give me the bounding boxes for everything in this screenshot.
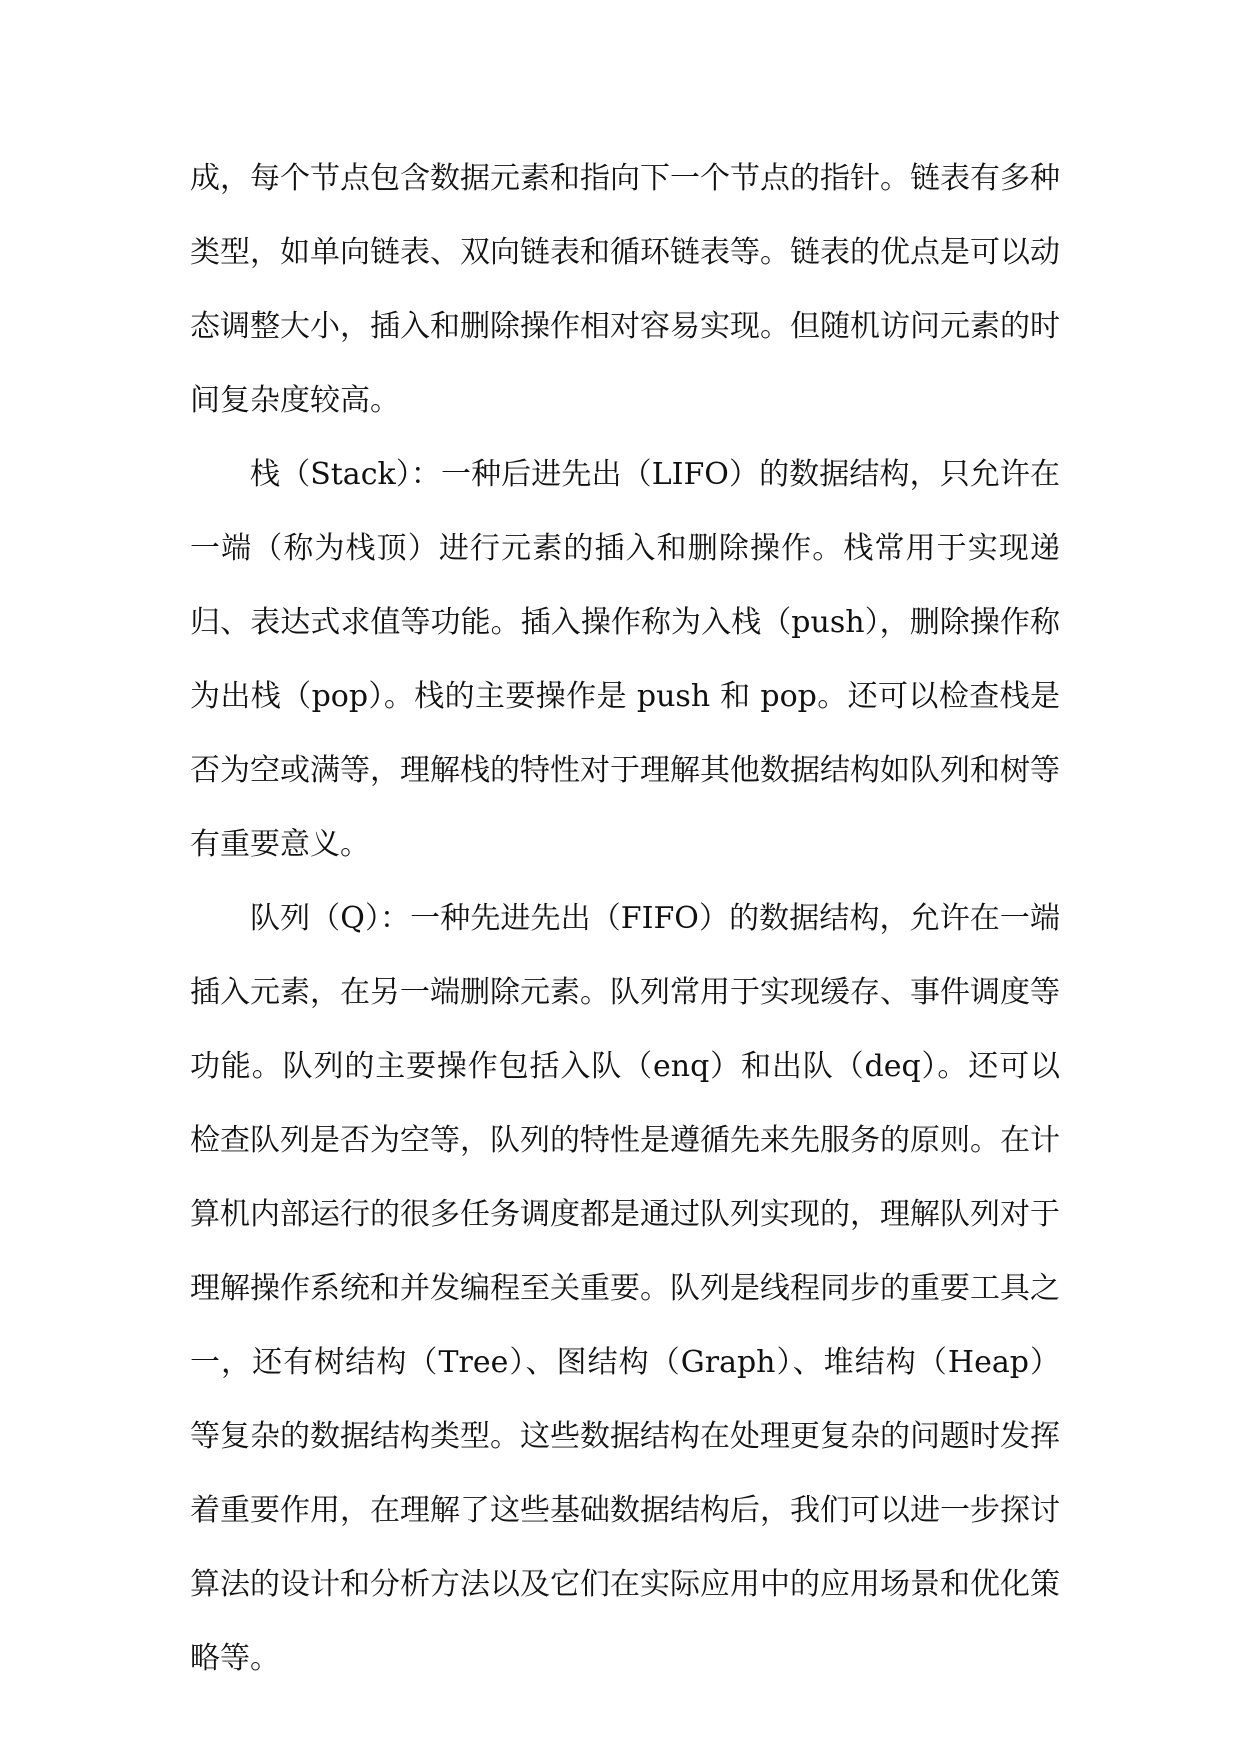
paragraph-stack: 栈（Stack）：一种后进先出（LIFO）的数据结构，只允许在一端（称为栈顶）进行元素的插入和删除操作。栈常用于实现递归、表达式求值等功能。插入操作称为入栈（push），删除操作称为出栈（pop）。栈的主要操作是 push 和 pop。还可以检查栈是否为空或满等，理解栈的特性对于理解其他数据结构如队列和树等有重要意义。 (190, 457, 1060, 862)
body-text (190, 142, 1060, 1696)
paragraph-linked-list-continuation: 成，每个节点包含数据元素和指向下一个节点的指针。链表有多种类型，如单向链表、双向链表和循环链表等。链表的优点是可以动态调整大小，插入和删除操作相对容易实现。但随机访问元素的时间复杂度较高。 (190, 161, 1060, 418)
paragraph-queue: 队列（Q）：一种先进先出（FIFO）的数据结构，允许在一端插入元素，在另一端删除元素。队列常用于实现缓存、事件调度等功能。队列的主要操作包括入队（enq）和出队（deq）。还可以检查队列是否为空等，队列的特性是遵循先来先服务的原则。在计算机内部运行的很多任务调度都是通过队列实现的，理解队列对于理解操作系统和并发编程至关重要。队列是线程同步的重要工具之一，还有树结构（Tree）、图结构（Graph）、堆结构（Heap）等复杂的数据结构类型。这些数据结构在处理更复杂的问题时发挥着重要作用，在理解了这些基础数据结构后，我们可以进一步探讨算法的设计和分析方法以及它们在实际应用中的应用场景和优化策略等。 (190, 901, 1060, 1676)
